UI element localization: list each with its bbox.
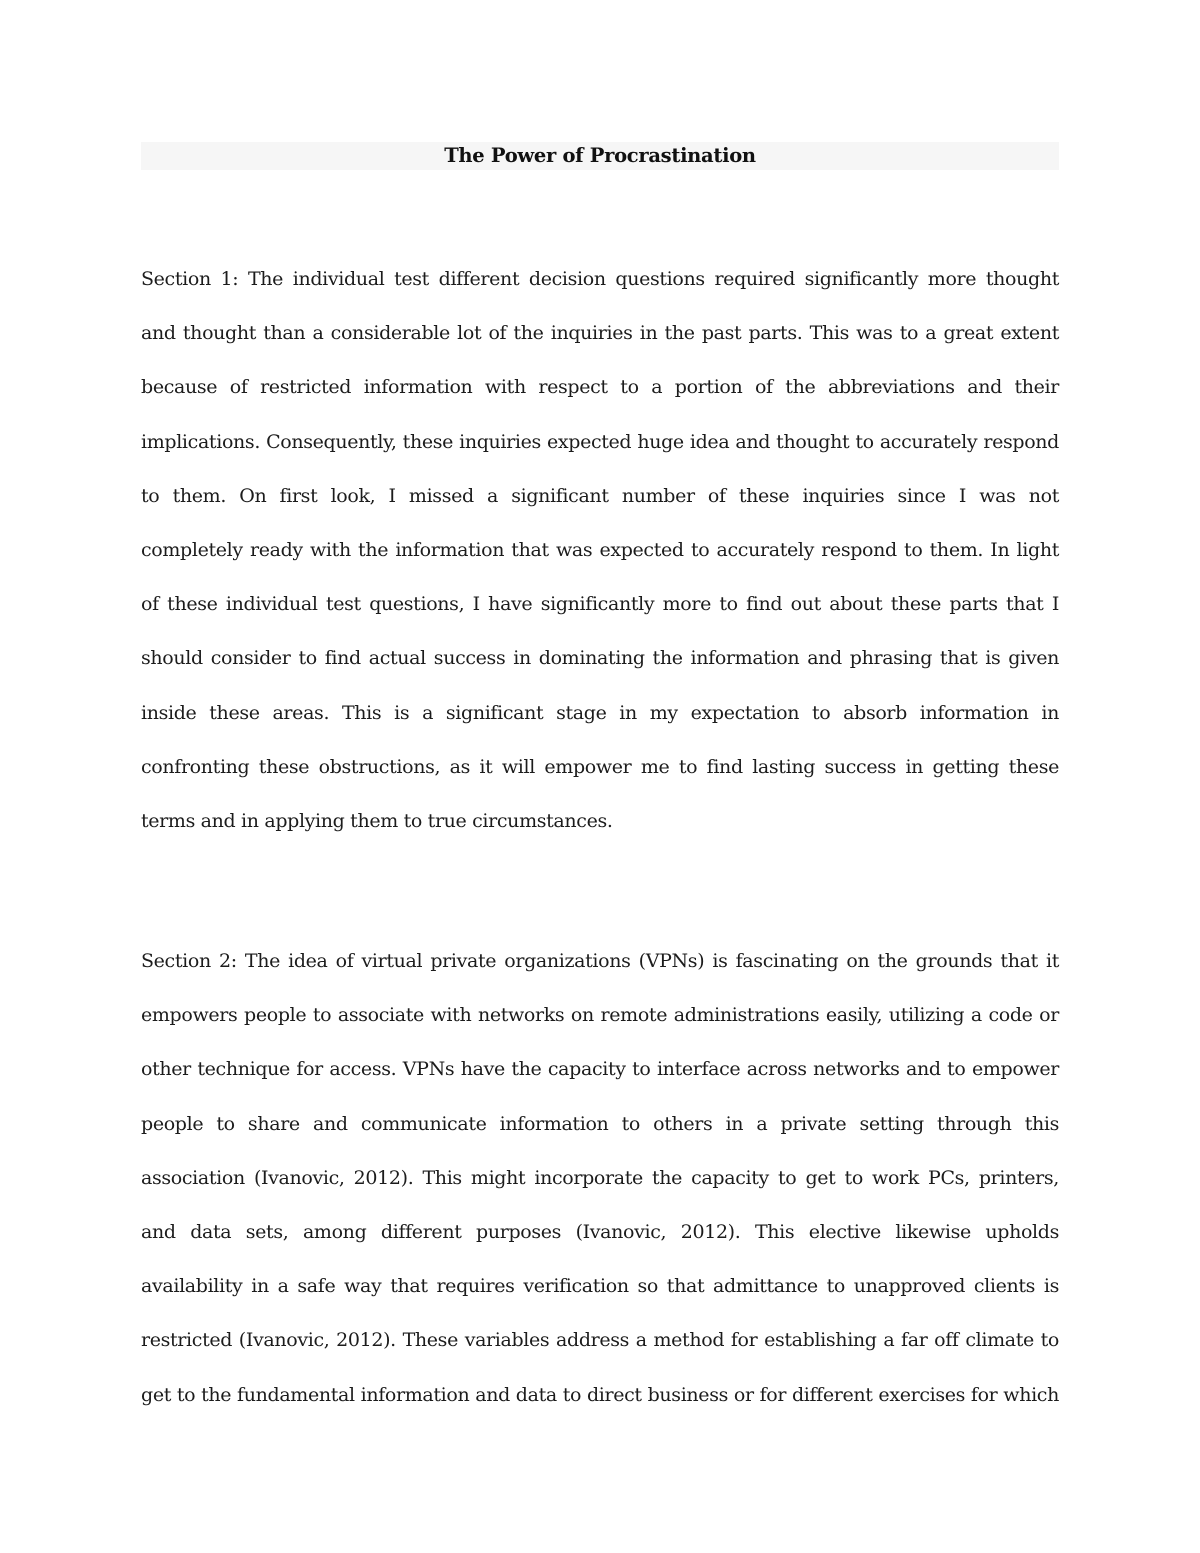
- text-line: of these individual test questions, I have significantly more to find out about these parts that I: [141, 593, 1059, 616]
- document-title: The Power of Procrastination: [444, 144, 756, 167]
- text-line: empowers people to associate with networks on remote administrations easily, utilizing a code or: [141, 1004, 1059, 1027]
- text-line: get to the fundamental information and data to direct business or for different exercises for which: [141, 1383, 1059, 1406]
- text-line: Section 2: The idea of virtual private organizations (VPNs) is fascinating on the grounds that it: [141, 950, 1059, 972]
- text-line: restricted (Ivanovic, 2012). These variables address a method for establishing a far off climate to: [141, 1329, 1059, 1352]
- text-line: people to share and communicate information to others in a private setting through this: [141, 1112, 1059, 1135]
- text-line: implications. Consequently, these inquiries expected huge idea and thought to accurately respond: [141, 430, 1059, 453]
- text-line: association (Ivanovic, 2012). This might incorporate the capacity to get to work PCs, printers,: [141, 1166, 1059, 1189]
- text-line: availability in a safe way that requires verification so that admittance to unapproved clients is: [141, 1275, 1059, 1298]
- text-line: inside these areas. This is a significant stage in my expectation to absorb information in: [141, 701, 1059, 724]
- text-line: and data sets, among different purposes (Ivanovic, 2012). This elective likewise upholds: [141, 1220, 1059, 1243]
- text-line: to them. On first look, I missed a significant number of these inquiries since I was not: [141, 484, 1059, 507]
- text-line: and thought than a considerable lot of the inquiries in the past parts. This was to a great extent: [141, 322, 1059, 345]
- text-line: should consider to find actual success in dominating the information and phrasing that is given: [141, 647, 1059, 670]
- text-line: other technique for access. VPNs have the capacity to interface across networks and to empower: [141, 1058, 1059, 1081]
- text-line: because of restricted information with respect to a portion of the abbreviations and their: [141, 376, 1059, 399]
- text-line: terms and in applying them to true circumstances.: [141, 809, 613, 832]
- text-line: confronting these obstructions, as it will empower me to find lasting success in getting these: [141, 755, 1059, 778]
- section-1-paragraph: [141, 264, 1059, 860]
- section-2-paragraph: [141, 946, 1059, 1434]
- text-line: Section 1: The individual test different decision questions required significantly more thought: [141, 268, 1059, 290]
- text-line: completely ready with the information that was expected to accurately respond to them. In light: [141, 538, 1059, 561]
